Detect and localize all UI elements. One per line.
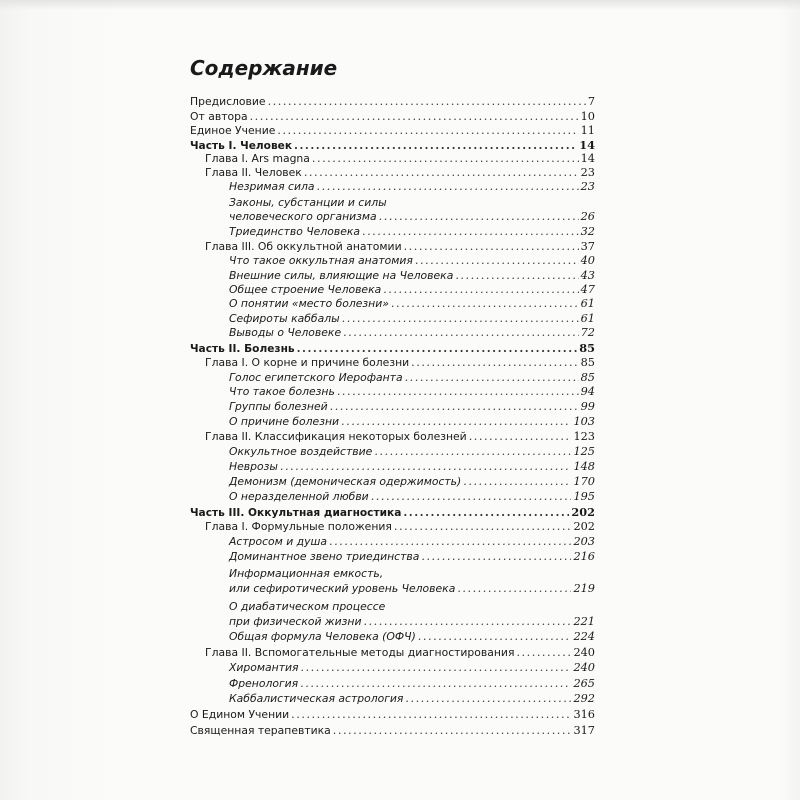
toc-entry-label-line1: О диабатическом процессе	[229, 600, 386, 613]
toc-entry-label: Неврозы	[229, 460, 278, 473]
toc-section-entry[interactable]	[229, 400, 595, 414]
toc-section-entry[interactable]	[229, 550, 595, 564]
toc-page-number: 32	[580, 225, 595, 238]
toc-page-number: 292	[573, 692, 595, 705]
toc-leader	[341, 415, 571, 429]
toc-entry-label: Общая формула Человека (ОФЧ)	[229, 630, 416, 643]
toc-entry-label: Доминантное звено триединства	[229, 550, 420, 563]
toc-section-entry[interactable]	[229, 630, 595, 644]
toc-page-number: 94	[580, 385, 595, 398]
toc-entry-label: О понятии «место болезни»	[229, 297, 389, 310]
toc-leader	[329, 535, 571, 549]
toc-section-entry[interactable]	[229, 210, 595, 224]
toc-entry-label: Голос египетского Иерофанта	[229, 371, 403, 384]
toc-entry-label: Глава II. Вспомогательные методы диагностирования	[205, 646, 515, 659]
toc-entry-label: Внешние силы, влияющие на Человека	[229, 269, 454, 282]
toc-leader	[304, 166, 579, 180]
toc-page-number: 202	[573, 520, 595, 533]
toc-entry-label: Глава II. Классификация некоторых болезней	[205, 430, 467, 443]
toc-section-entry[interactable]	[229, 371, 595, 385]
toc-section-entry[interactable]	[229, 326, 595, 340]
toc-section-entry[interactable]	[229, 535, 595, 549]
toc-leader	[371, 490, 572, 504]
toc-page-number: 47	[580, 283, 595, 296]
toc-leader	[317, 180, 579, 194]
toc-page-number: 23	[580, 180, 595, 193]
toc-page-number: 202	[571, 505, 595, 519]
toc-leader	[291, 708, 571, 722]
toc-leader	[411, 356, 578, 370]
toc-section-entry[interactable]	[229, 269, 595, 283]
toc-section-entry[interactable]	[229, 225, 595, 239]
toc-section-entry[interactable]	[229, 415, 595, 429]
toc-leader	[330, 400, 579, 414]
toc-leader	[294, 138, 577, 152]
toc-page-number: 125	[573, 445, 595, 458]
toc-section-entry[interactable]	[229, 475, 595, 489]
toc-page-number: 14	[579, 138, 595, 152]
toc-entry[interactable]	[190, 124, 595, 138]
toc-page-number: 37	[580, 240, 595, 253]
toc-page-number: 85	[580, 371, 595, 384]
toc-leader	[343, 326, 579, 340]
toc-part-entry[interactable]	[190, 341, 595, 355]
toc-leader	[383, 283, 578, 297]
toc-entry-label: Группы болезней	[229, 400, 328, 413]
toc-leader	[421, 550, 571, 564]
toc-leader	[469, 430, 572, 444]
toc-section-entry[interactable]	[229, 582, 595, 596]
toc-page-number: 240	[573, 646, 595, 659]
toc-page-number: 216	[573, 550, 595, 563]
toc-page-number: 195	[573, 490, 595, 503]
toc-section-entry[interactable]	[229, 283, 595, 297]
toc-leader	[300, 677, 571, 691]
toc-section-entry[interactable]	[229, 490, 595, 504]
toc-page-number: 170	[573, 475, 595, 488]
toc-page-number: 61	[580, 312, 595, 325]
toc-section-entry[interactable]	[229, 312, 595, 326]
toc-entry-label: Часть III. Оккультная диагностика	[190, 507, 402, 519]
toc-page-number: 99	[580, 400, 595, 413]
toc-leader	[342, 312, 579, 326]
toc-section-entry[interactable]	[229, 615, 595, 629]
toc-page-number: 103	[573, 415, 595, 428]
toc-page-number: 85	[580, 356, 595, 369]
toc-entry-label: Глава III. Об оккультной анатомии	[205, 240, 402, 253]
toc-page-number: 203	[573, 535, 595, 548]
toc-entry-label: Триединство Человека	[229, 225, 360, 238]
toc-leader	[301, 661, 572, 675]
toc-leader	[404, 240, 579, 254]
toc-leader	[455, 269, 578, 283]
toc-leader	[516, 646, 571, 660]
toc-leader	[363, 615, 571, 629]
toc-entry-label: Демонизм (демоническая одержимость)	[229, 475, 462, 488]
toc-leader	[280, 460, 572, 474]
toc-chapter-entry[interactable]	[205, 152, 595, 166]
toc-page-number: 317	[573, 724, 595, 737]
toc-section-entry[interactable]	[229, 297, 595, 311]
toc-page-number: 224	[573, 630, 595, 643]
toc-leader	[333, 724, 572, 738]
toc-entry-label: Хиромантия	[229, 661, 299, 674]
toc-entry-label: Часть II. Болезнь	[190, 343, 295, 355]
toc-chapter-entry[interactable]	[205, 520, 595, 534]
toc-leader	[268, 95, 586, 109]
toc-entry-label: Каббалистическая астрология	[229, 692, 404, 705]
toc-chapter-entry[interactable]	[205, 166, 595, 180]
toc-page-number: 23	[580, 166, 595, 179]
toc-leader	[250, 110, 579, 124]
toc-entry[interactable]	[190, 724, 595, 738]
toc-leader	[415, 254, 579, 268]
toc-leader	[337, 385, 579, 399]
toc-leader	[405, 692, 571, 706]
toc-entry-label: Глава II. Человек	[205, 166, 302, 179]
toc-entry-label: Часть I. Человек	[190, 140, 293, 152]
toc-leader	[457, 582, 571, 596]
toc-page-number: 61	[580, 297, 595, 310]
toc-page-number: 43	[580, 269, 595, 282]
toc-page-number: 219	[573, 582, 595, 595]
toc-entry-label: Глава I. Формульные положения	[205, 520, 392, 533]
toc-entry-label: От автора	[190, 110, 248, 123]
toc-entry-label: О Едином Учении	[190, 708, 290, 721]
toc-page-number: 221	[573, 615, 595, 628]
toc-entry-label: Предисловие	[190, 95, 266, 108]
toc-entry-label: при физической жизни	[229, 615, 362, 628]
toc-chapter-entry[interactable]	[205, 240, 595, 254]
toc-part-entry[interactable]	[190, 505, 595, 519]
page-title: Содержание	[190, 56, 338, 80]
toc-leader	[277, 124, 578, 138]
toc-leader	[297, 341, 578, 355]
toc-page-number: 148	[573, 460, 595, 473]
toc-entry-label: Общее строение Человека	[229, 283, 382, 296]
toc-entry-label-line1: Информационная емкость,	[229, 567, 384, 580]
toc-leader	[463, 475, 571, 489]
toc-page-number: 40	[580, 254, 595, 267]
toc-entry[interactable]	[190, 708, 595, 722]
toc-entry-label: Френология	[229, 677, 299, 690]
toc-page-number: 265	[573, 677, 595, 690]
page-top-shadow	[0, 0, 800, 10]
toc-chapter-entry[interactable]	[205, 430, 595, 444]
toc-page-number: 85	[579, 341, 595, 355]
toc-leader	[418, 630, 572, 644]
toc-entry-label: Оккультное воздействие	[229, 445, 373, 458]
toc-entry-label: человеческого организма	[229, 210, 377, 223]
toc-leader	[379, 210, 579, 224]
toc-chapter-entry[interactable]	[205, 356, 595, 370]
toc-entry-label: Что такое оккультная анатомия	[229, 254, 413, 267]
toc-section-entry[interactable]	[229, 385, 595, 399]
toc-entry-label: Священная терапевтика	[190, 724, 331, 737]
toc-entry-label: О причине болезни	[229, 415, 340, 428]
toc-section-entry[interactable]	[229, 445, 595, 459]
toc-leader	[394, 520, 572, 534]
toc-entry-label: Незримая сила	[229, 180, 315, 193]
toc-page-number: 14	[580, 152, 595, 165]
toc-leader	[312, 152, 579, 166]
toc-entry-label: Астросом и душа	[229, 535, 327, 548]
toc-page-number: 123	[573, 430, 595, 443]
toc-section-entry[interactable]	[229, 254, 595, 268]
toc-chapter-entry[interactable]	[205, 646, 595, 660]
toc-entry-label: Единое Учение	[190, 124, 276, 137]
toc-leader	[403, 505, 569, 519]
toc-section-entry[interactable]	[229, 677, 595, 691]
toc-entry-label: Глава I. О корне и причине болезни	[205, 356, 410, 369]
toc-leader	[374, 445, 571, 459]
toc-page-number: 11	[580, 124, 595, 137]
toc-section-entry[interactable]	[229, 460, 595, 474]
toc-page-number: 10	[580, 110, 595, 123]
toc-entry-label: или сефиротический уровень Человека	[229, 582, 456, 595]
toc-section-entry[interactable]	[229, 180, 595, 194]
toc-part-entry[interactable]	[190, 138, 595, 152]
toc-entry[interactable]	[190, 110, 595, 124]
toc-leader	[362, 225, 579, 239]
toc-entry-label: Выводы о Человеке	[229, 326, 342, 339]
toc-page-number: 72	[580, 326, 595, 339]
toc-entry-label: Глава I. Ars magna	[205, 152, 310, 165]
toc-section-entry[interactable]	[229, 692, 595, 706]
toc-leader	[391, 297, 579, 311]
toc-page-number: 316	[573, 708, 595, 721]
toc-entry-label: Что такое болезнь	[229, 385, 335, 398]
toc-entry[interactable]	[190, 95, 595, 109]
toc-page-number: 240	[573, 661, 595, 674]
toc-page-number: 7	[587, 95, 595, 108]
toc-leader	[405, 371, 579, 385]
toc-page-number: 26	[580, 210, 595, 223]
toc-section-entry[interactable]	[229, 661, 595, 675]
toc-entry-label-line1: Законы, субстанции и силы	[229, 196, 387, 209]
toc-entry-label: О неразделенной любви	[229, 490, 369, 503]
toc-entry-label: Сефироты каббалы	[229, 312, 340, 325]
